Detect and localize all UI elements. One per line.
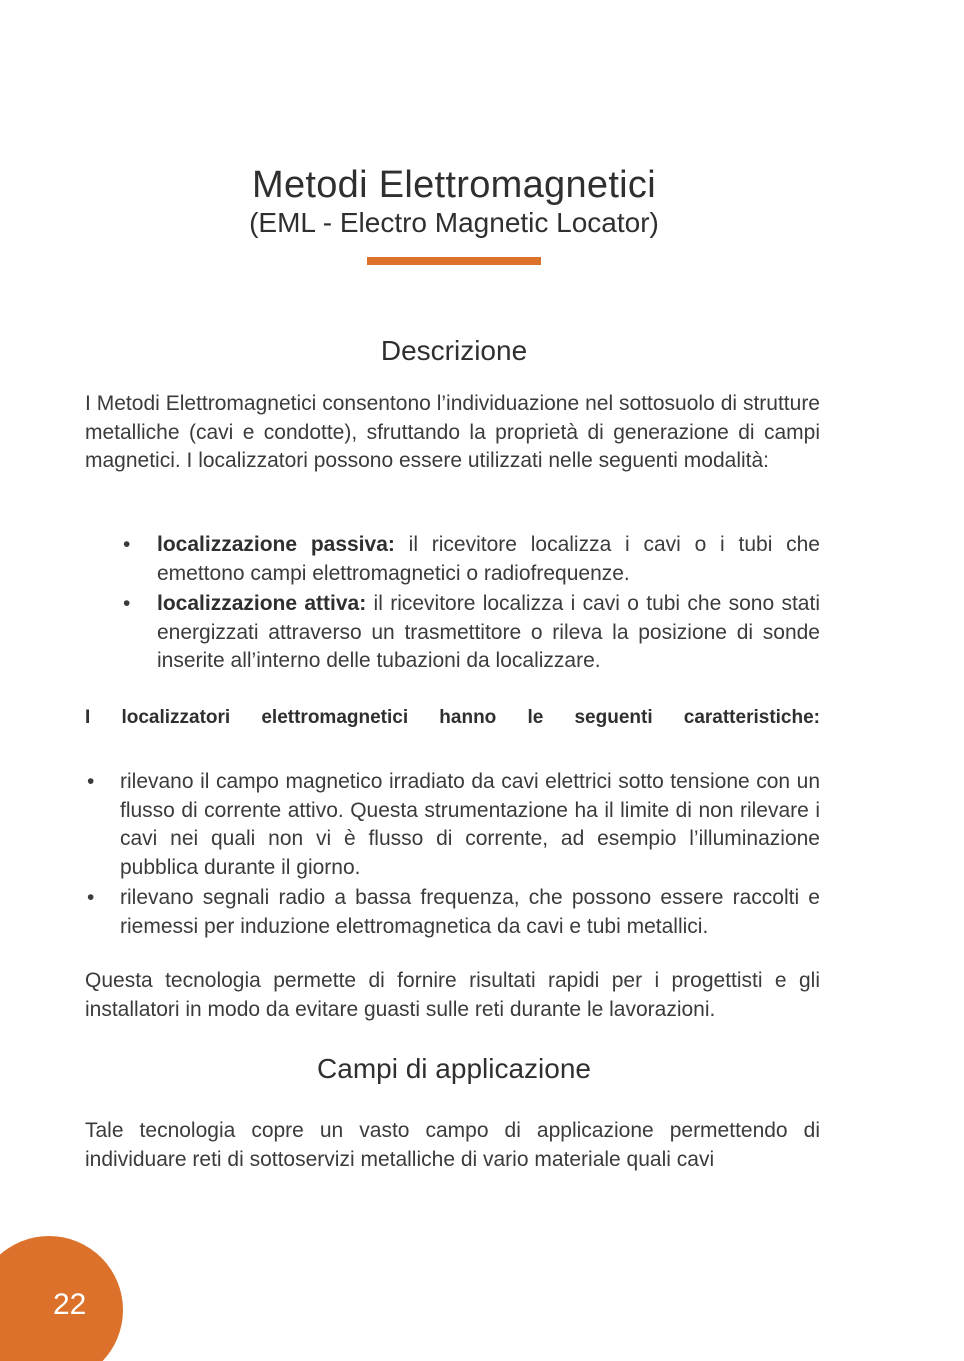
title-divider — [367, 257, 541, 265]
section-heading-campi: Campi di applicazione — [317, 1053, 591, 1084]
list-item — [85, 590, 820, 676]
characteristics-heading: I localizzatori elettromagnetici hanno le seguenti caratteristiche: — [85, 707, 820, 728]
list-item-text: il ricevitore localizza i cavi o i tubi che emettono campi elettromagnetici o radiofrequenze. — [157, 533, 820, 585]
intro-paragraph: I Metodi Elettromagnetici consentono l’individuazione nel sottosuolo di strutture metalliche (cavi e condotte), sfruttando la proprietà di generazione di campi magnetici. I localizzatori possono essere utilizzati nelle seguenti modalità: — [85, 392, 820, 473]
page-subtitle: (EML - Electro Magnetic Locator) — [249, 207, 659, 238]
list-item — [85, 884, 820, 941]
list-item-text: rilevano il campo magnetico irradiato da cavi elettrici sotto tensione con un flusso di corrente attivo. Questa strumentazione ha il limite di non rilevare i cavi nei quali non vi è flusso di corrente, ad esempio l’illuminazione pubblica durante il giorno. — [120, 770, 820, 879]
list-item-text: rilevano segnali radio a bassa frequenza, che possono essere raccolti e riemessi per induzione elettromagnetica da cavi e tubi metallici. — [120, 886, 820, 938]
section-heading-descrizione: Descrizione — [380, 335, 528, 366]
page-number-badge — [0, 1236, 123, 1361]
bullet-icon: • — [87, 886, 95, 910]
characteristics-list — [85, 768, 820, 944]
list-item — [85, 768, 820, 882]
list-item-lead: localizzazione passiva: — [157, 533, 395, 556]
application-paragraph: Tale tecnologia copre un vasto campo di applicazione permettendo di individuare reti di sottoservizi metalliche di vario materiale quali cavi — [85, 1119, 820, 1171]
list-item-lead: localizzazione attiva: — [157, 592, 367, 616]
list-item-text: il ricevitore localizza i cavi o tubi che sono stati energizzati attraverso un trasmettitore o rileva la posizione di sonde inserite all’interno delle tubazioni da localizzare. — [157, 592, 820, 673]
bullet-icon: • — [123, 533, 131, 556]
bullet-icon: • — [123, 592, 131, 616]
bullet-icon: • — [87, 770, 95, 793]
page-number: 22 — [53, 1288, 87, 1321]
localization-modes-list — [85, 531, 820, 678]
list-item — [85, 531, 820, 588]
page-title: Metodi Elettromagnetici — [252, 164, 656, 206]
conclusion-paragraph: Questa tecnologia permette di fornire risultati rapidi per i progettisti e gli installatori in modo da evitare guasti sulle reti durante le lavorazioni. — [85, 969, 820, 1021]
